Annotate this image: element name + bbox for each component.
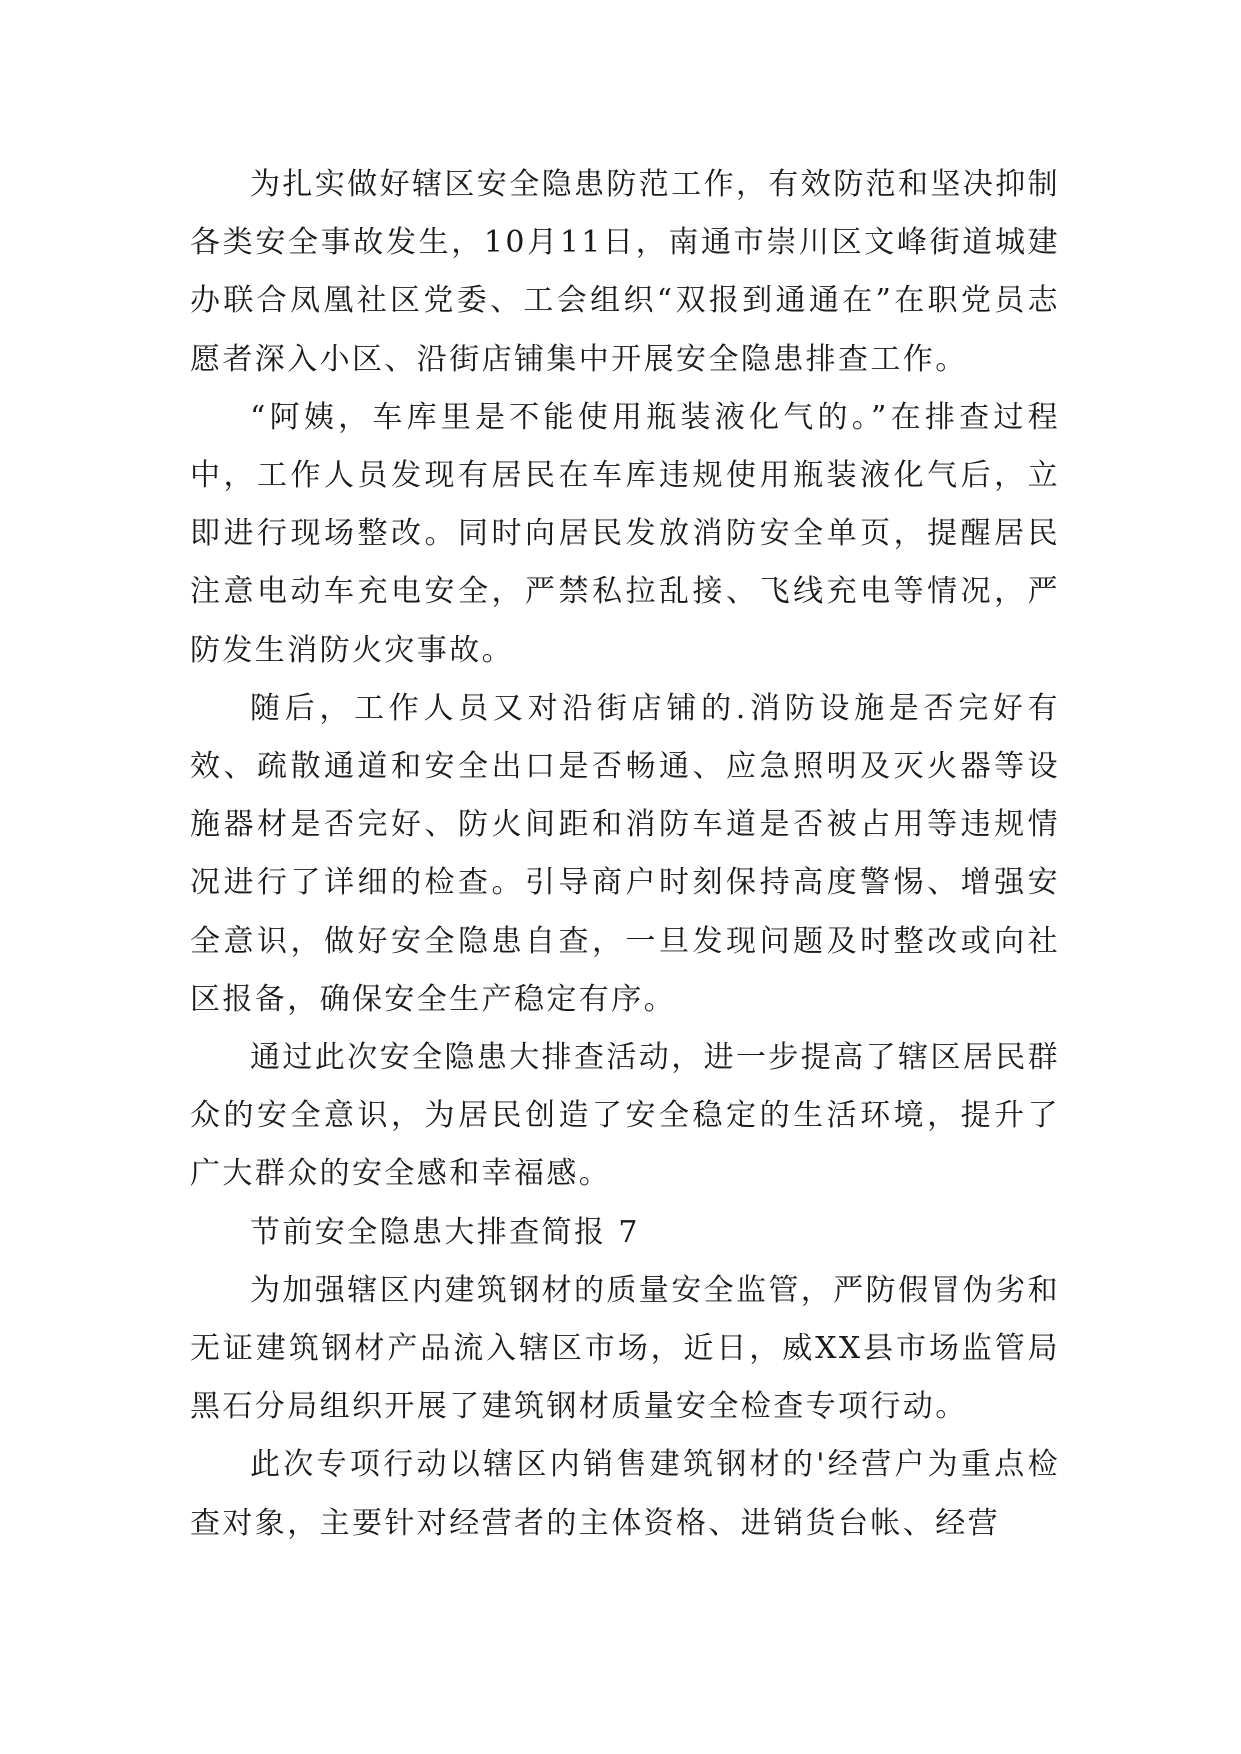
paragraph-2: “阿姨，车库里是不能使用瓶装液化气的。”在排查过程中，工作人员发现有居民在车库违规使用瓶装液化气后，立即进行现场整改。同时向居民发放消防安全单页，提醒居民注意电动车充电安全，严禁私拉乱接、飞线充电等情况，严防发生消防火灾事故。 — [190, 399, 1060, 668]
section-heading: 节前安全隐患大排查简报 7 — [250, 1214, 640, 1250]
paragraph-4: 通过此次安全隐患大排查活动，进一步提高了辖区居民群众的安全意识，为居民创造了安全稳定的生活环境，提升了广大群众的安全感和幸福感。 — [190, 1040, 1060, 1192]
paragraph-1: 为扎实做好辖区安全隐患防范工作，有效防范和坚决抑制各类安全事故发生，10月11日，南通市崇川区文峰街道城建办联合凤凰社区党委、工会组织“双报到通通在”在职党员志愿者深入小区、沿街店铺集中开展安全隐患排查工作。 — [190, 167, 1060, 377]
paragraph-6: 此次专项行动以辖区内销售建筑钢材的'经营户为重点检查对象，主要针对经营者的主体资格、进销货台帐、经营 — [190, 1447, 1060, 1541]
paragraph-5: 为加强辖区内建筑钢材的质量安全监管，严防假冒伪劣和无证建筑钢材产品流入辖区市场，近日，威XX县市场监管局黑石分局组织开展了建筑钢材质量安全检查专项行动。 — [190, 1272, 1060, 1425]
paragraph-3: 随后，工作人员又对沿街店铺的.消防设施是否完好有效、疏散通道和安全出口是否畅通、应急照明及灭火器等设施器材是否完好、防火间距和消防车道是否被占用等违规情况进行了详细的检查。引导商户时刻保持高度警惕、增强安全意识，做好安全隐患自查，一旦发现问题及时整改或向社区报备，确保安全生产稳定有序。 — [190, 690, 1060, 1017]
document-body — [190, 156, 1060, 1553]
